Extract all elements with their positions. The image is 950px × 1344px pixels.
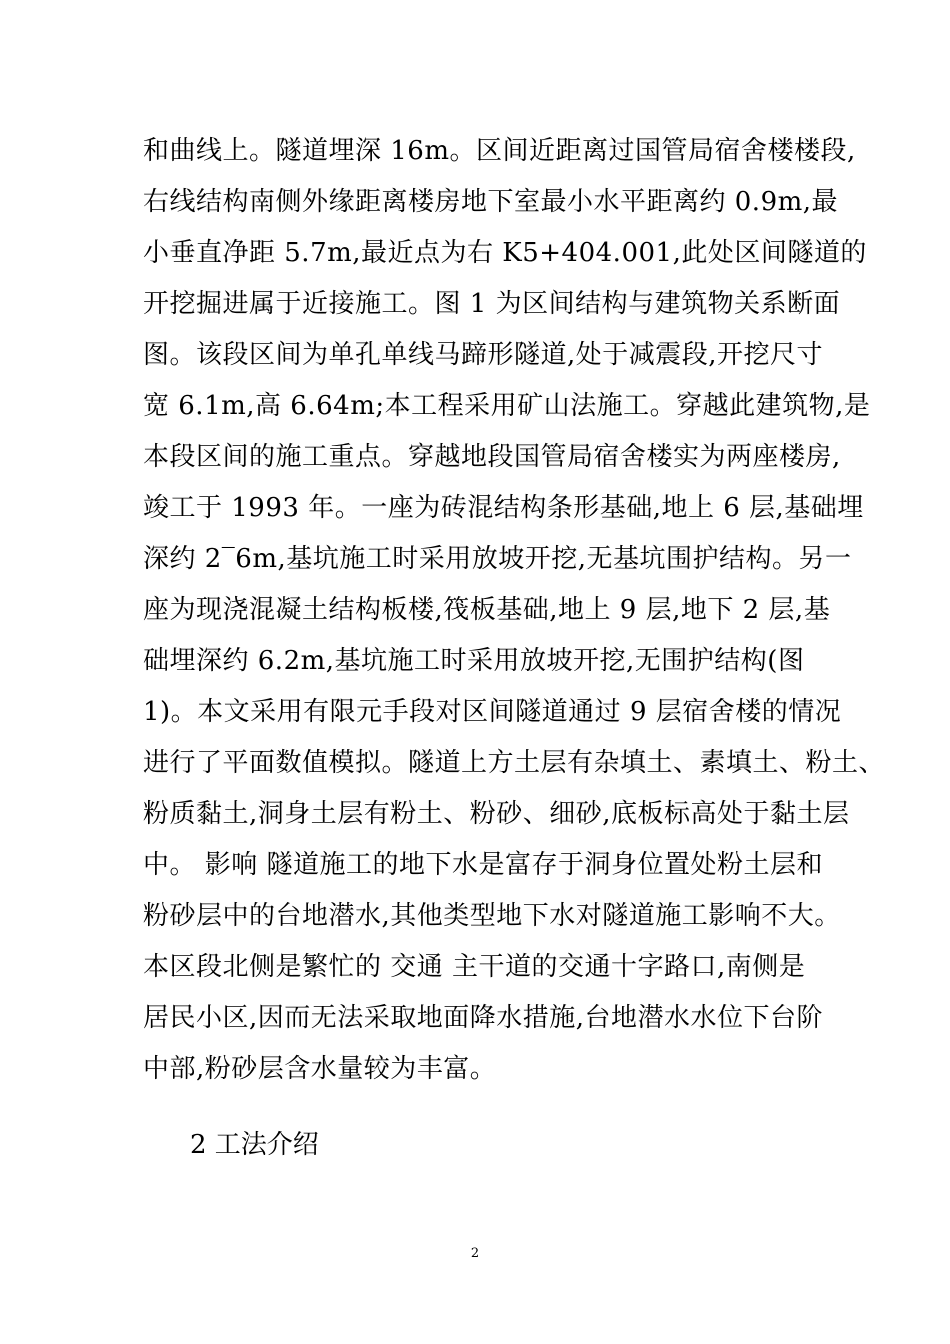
paragraph-line: 深约 2‾6m,基坑施工时采用放坡开挖,无基坑围护结构。另一 xyxy=(143,544,852,574)
page-number: 2 xyxy=(470,1246,480,1261)
paragraph-line: 本区段北侧是繁忙的 交通 主干道的交通十字路口,南侧是 xyxy=(143,952,806,982)
paragraph-line: 小垂直净距 5.7m,最近点为右 K5+404.001,此处区间隧道的 xyxy=(143,238,867,268)
paragraph-line: 中。 影响 隧道施工的地下水是富存于洞身位置处粉土层和 xyxy=(143,850,824,880)
paragraph-line: 右线结构南侧外缘距离楼房地下室最小水平距离约 0.9m,最 xyxy=(143,187,839,217)
body-paragraph xyxy=(143,126,886,1095)
paragraph-line: 础埋深约 6.2m,基坑施工时采用放坡开挖,无围护结构(图 xyxy=(143,646,805,676)
paragraph-line: 开挖掘进属于近接施工。图 1 为区间结构与建筑物关系断面 xyxy=(143,289,841,319)
paragraph-line: 进行了平面数值模拟。隧道上方土层有杂填土、素填土、粉土、 xyxy=(143,748,886,778)
paragraph-line: 图。该段区间为单孔单线马蹄形隧道,处于减震段,开挖尺寸 xyxy=(143,340,824,370)
paragraph-line: 本段区间的施工重点。穿越地段国管局宿舍楼实为两座楼房, xyxy=(143,442,841,472)
section-heading: 2 工法介绍 xyxy=(190,1130,319,1160)
paragraph-line: 居民小区,因而无法采取地面降水措施,台地潜水水位下台阶 xyxy=(143,1003,824,1033)
paragraph-line: 粉砂层中的台地潜水,其他类型地下水对隧道施工影响不大。 xyxy=(143,901,841,931)
paragraph-line: 宽 6.1m,高 6.64m;本工程采用矿山法施工。穿越此建筑物,是 xyxy=(143,391,871,421)
paragraph-line: 座为现浇混凝土结构板楼,筏板基础,地上 9 层,地下 2 层,基 xyxy=(143,595,831,625)
paragraph-line: 和曲线上。隧道埋深 16m。区间近距离过国管局宿舍楼楼段, xyxy=(143,136,856,166)
paragraph-line: 中部,粉砂层含水量较为丰富。 xyxy=(143,1054,497,1084)
paragraph-line: 1)。本文采用有限元手段对区间隧道通过 9 层宿舍楼的情况 xyxy=(143,697,842,727)
paragraph-line: 竣工于 1993 年。一座为砖混结构条形基础,地上 6 层,基础埋 xyxy=(143,493,864,523)
paragraph-line: 粉质黏土,洞身土层有粉土、粉砂、细砂,底板标高处于黏土层 xyxy=(143,799,850,829)
